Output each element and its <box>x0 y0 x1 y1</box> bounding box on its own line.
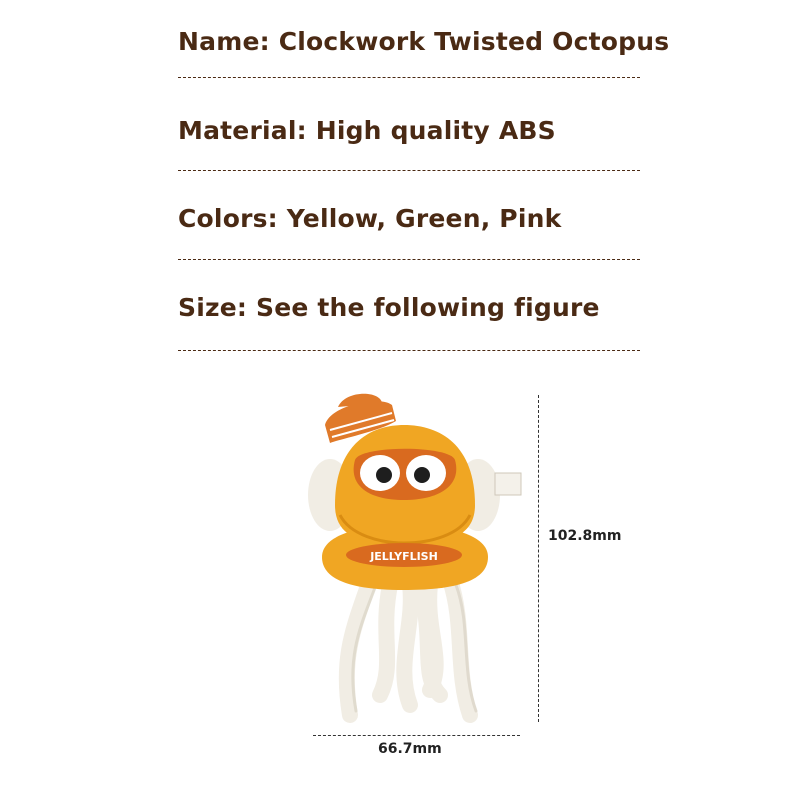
jellyfish-toy-image <box>300 385 540 730</box>
divider <box>178 259 640 260</box>
divider <box>178 350 640 351</box>
divider <box>178 170 640 171</box>
height-label: 102.8mm <box>548 528 622 544</box>
toy-label-text: JELLYFLISH <box>370 550 438 563</box>
width-dimension-line <box>313 735 520 736</box>
spec-material: Material: High quality ABS <box>178 116 556 145</box>
spec-size: Size: See the following figure <box>178 293 600 322</box>
height-dimension-line <box>538 395 539 722</box>
spec-colors: Colors: Yellow, Green, Pink <box>178 204 562 233</box>
spec-name: Name: Clockwork Twisted Octopus <box>178 27 670 56</box>
width-label: 66.7mm <box>378 741 442 757</box>
divider <box>178 77 640 78</box>
